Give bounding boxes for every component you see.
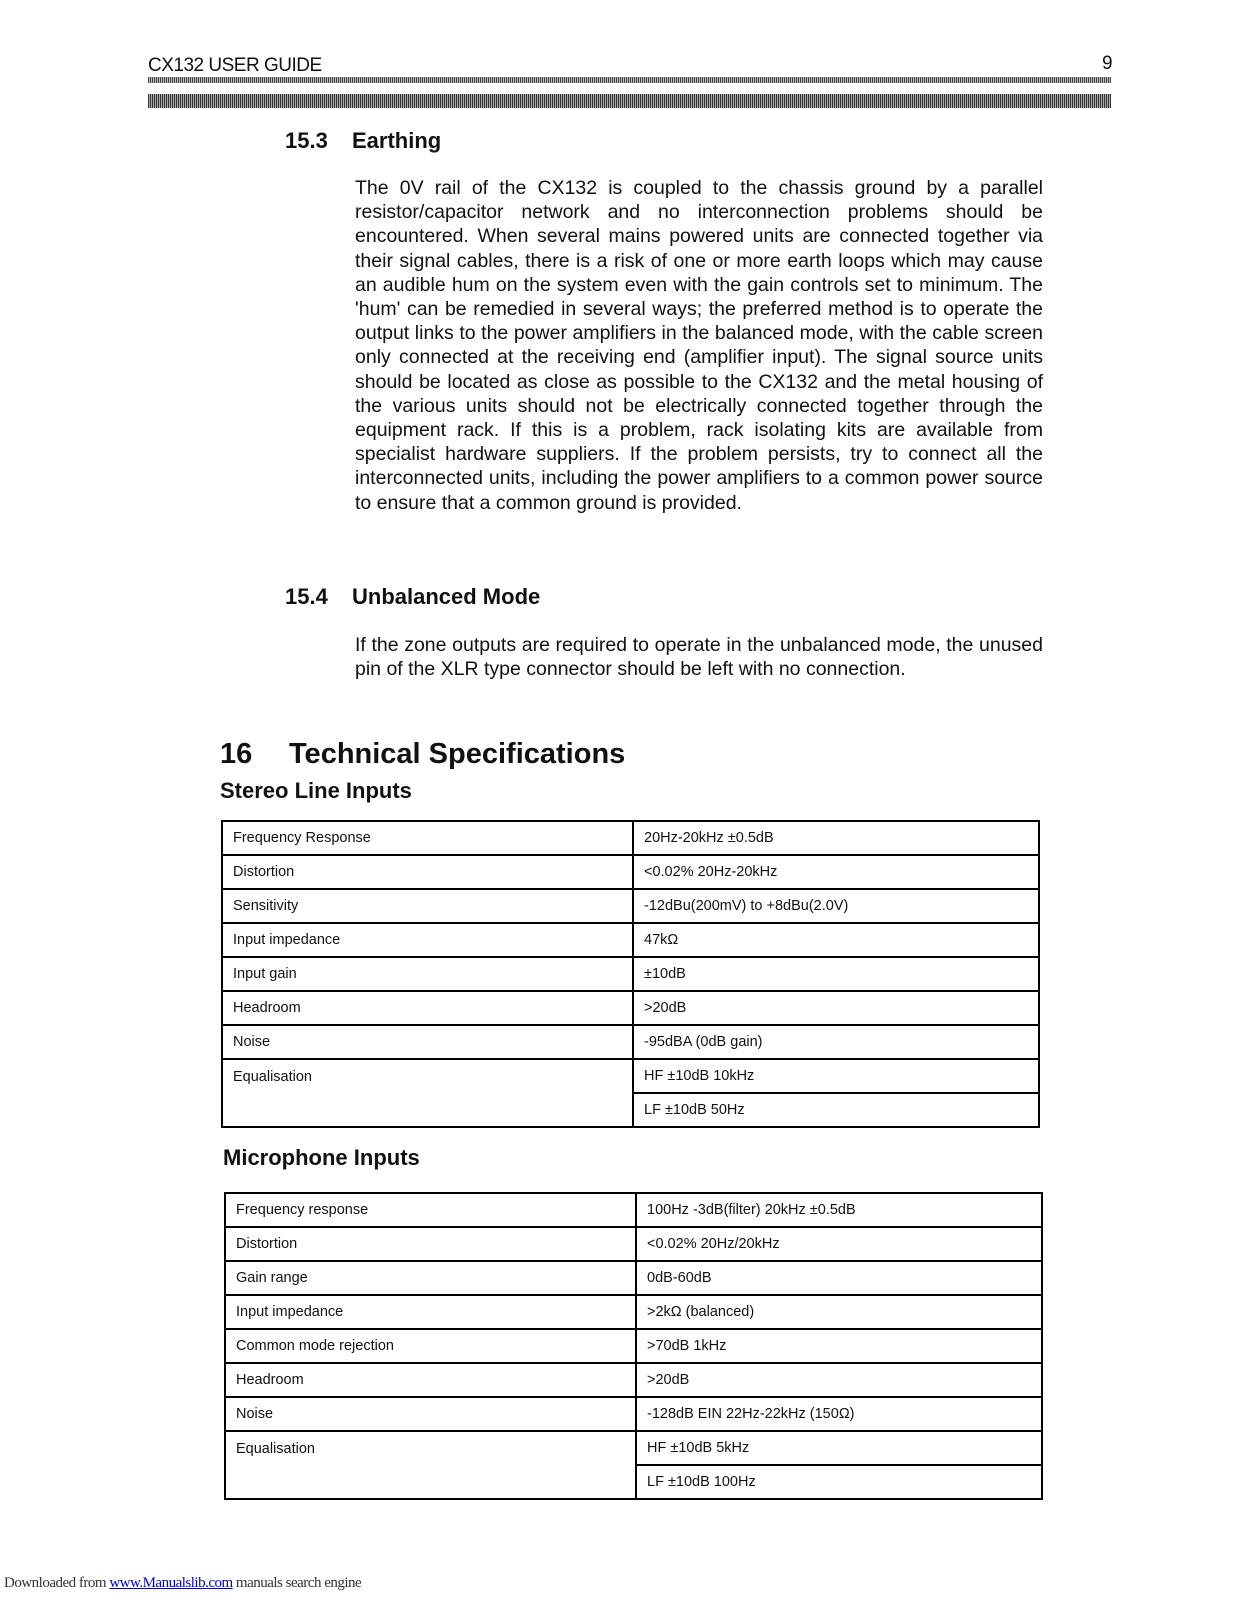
spec-value: >2kΩ (balanced) [636, 1295, 1042, 1329]
spec-label [222, 1093, 633, 1127]
spec-label: Distortion [222, 855, 633, 889]
earthing-paragraph: The 0V rail of the CX132 is coupled to the chassis ground by a parallel resistor/capacitor network and no interconnection problems should be encountered. When several mains powered units are connected together via their signal cables, there is a risk of one or more earth loops which may cause an audible hum on the system even with the gain controls set to minimum. The 'hum' can be remedied in several ways; the preferred method is to operate the output links to the power amplifiers in the balanced mode, with the cable screen only connected at the receiving end (amplifier input). The signal source units should be located as close as possible to the CX132 and the metal housing of the various units should not be electrically connected together through the equipment rack. If this is a problem, rack isolating kits are available from specialist hardware suppliers. If the problem persists, try to connect all the interconnected units, including the power amplifiers to a common power source to ensure that a common ground is provided. [355, 177, 1043, 514]
spec-label: Common mode rejection [225, 1329, 636, 1363]
spec-label: Headroom [222, 991, 633, 1025]
spec-label: Frequency Response [222, 821, 633, 855]
earthing-heading [285, 128, 441, 154]
spec-label: Distortion [225, 1227, 636, 1261]
unbalanced-title: Unbalanced Mode [352, 584, 541, 609]
spec-value: 20Hz-20kHz ±0.5dB [633, 821, 1039, 855]
spec-label: Noise [222, 1025, 633, 1059]
spec-label: Equalisation [222, 1059, 633, 1093]
spec-label: Gain range [225, 1261, 636, 1295]
table-row [222, 1093, 1039, 1127]
table-row [222, 889, 1039, 923]
footer [4, 1575, 361, 1592]
table-row [225, 1227, 1042, 1261]
spec-value: >20dB [633, 991, 1039, 1025]
header-rule-top [148, 77, 1111, 83]
section-number: 16 [220, 738, 253, 770]
spec-value: 100Hz -3dB(filter) 20kHz ±0.5dB [636, 1193, 1042, 1227]
spec-label: Input impedance [222, 923, 633, 957]
table-row [222, 1025, 1039, 1059]
header-title: CX132 USER GUIDE [148, 55, 322, 76]
table-row [222, 957, 1039, 991]
table-row [225, 1397, 1042, 1431]
table-row [222, 923, 1039, 957]
spec-value: ±10dB [633, 957, 1039, 991]
manualslib-link[interactable]: www.Manualslib.com [109, 1575, 233, 1591]
unbalanced-paragraph: If the zone outputs are required to operate in the unbalanced mode, the unused pin of the XLR type connector should be left with no connection. [355, 634, 1043, 681]
spec-value: -95dBA (0dB gain) [633, 1025, 1039, 1059]
spec-value: >70dB 1kHz [636, 1329, 1042, 1363]
table-row [225, 1363, 1042, 1397]
spec-value: -12dBu(200mV) to +8dBu(2.0V) [633, 889, 1039, 923]
spec-label: Input gain [222, 957, 633, 991]
table-row [222, 991, 1039, 1025]
table-row [225, 1295, 1042, 1329]
spec-value: HF ±10dB 10kHz [633, 1059, 1039, 1093]
footer-suffix: manuals search engine [232, 1575, 362, 1591]
page-number: 9 [1102, 53, 1113, 74]
table-row [225, 1465, 1042, 1499]
table-row [225, 1431, 1042, 1465]
spec-label: Frequency response [225, 1193, 636, 1227]
spec-label [225, 1465, 636, 1499]
section-title-text: Technical Specifications [289, 738, 626, 770]
unbalanced-number: 15.4 [285, 584, 328, 609]
spec-value: HF ±10dB 5kHz [636, 1431, 1042, 1465]
spec-label: Headroom [225, 1363, 636, 1397]
microphone-inputs-table [224, 1192, 1043, 1500]
header-rule-bottom [148, 94, 1111, 108]
spec-label: Equalisation [225, 1431, 636, 1465]
spec-label: Noise [225, 1397, 636, 1431]
microphone-inputs-title: Microphone Inputs [223, 1145, 420, 1170]
spec-value: -128dB EIN 22Hz-22kHz (150Ω) [636, 1397, 1042, 1431]
spec-value: <0.02% 20Hz-20kHz [633, 855, 1039, 889]
spec-label: Input impedance [225, 1295, 636, 1329]
table-row [225, 1261, 1042, 1295]
spec-value: 0dB-60dB [636, 1261, 1042, 1295]
table-row [222, 855, 1039, 889]
table-row [222, 1059, 1039, 1093]
stereo-line-inputs-title: Stereo Line Inputs [220, 778, 412, 803]
spec-value: LF ±10dB 100Hz [636, 1465, 1042, 1499]
unbalanced-heading [285, 584, 540, 610]
footer-prefix: Downloaded from [4, 1575, 110, 1591]
spec-value: 47kΩ [633, 923, 1039, 957]
spec-value: >20dB [636, 1363, 1042, 1397]
table-row [225, 1329, 1042, 1363]
spec-label: Sensitivity [222, 889, 633, 923]
table-row [225, 1193, 1042, 1227]
spec-value: LF ±10dB 50Hz [633, 1093, 1039, 1127]
section-title [220, 738, 625, 771]
earthing-number: 15.3 [285, 128, 328, 153]
stereo-line-inputs-table [221, 820, 1040, 1128]
spec-value: <0.02% 20Hz/20kHz [636, 1227, 1042, 1261]
earthing-title: Earthing [352, 128, 442, 153]
table-row [222, 821, 1039, 855]
